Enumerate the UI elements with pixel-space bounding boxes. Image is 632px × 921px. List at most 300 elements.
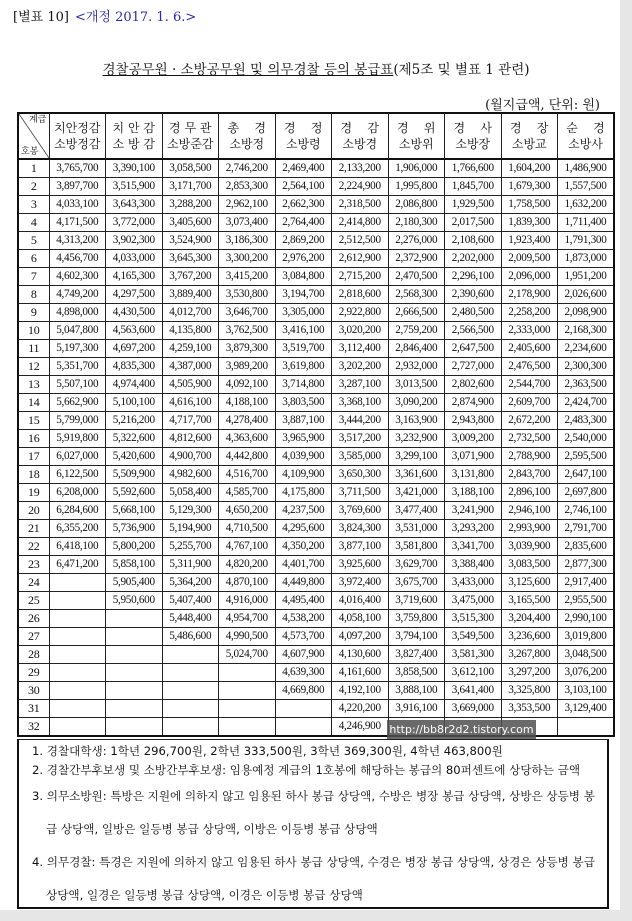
salary-cell bbox=[219, 700, 276, 718]
notes-section bbox=[17, 739, 609, 909]
salary-cell: 2,476,500 bbox=[501, 358, 558, 376]
salary-cell: 6,027,000 bbox=[49, 448, 106, 466]
step-number-cell: 25 bbox=[18, 592, 49, 610]
corner-rank-label: 계급 bbox=[29, 115, 47, 125]
step-number-cell: 3 bbox=[18, 196, 49, 214]
salary-cell: 3,241,900 bbox=[445, 502, 502, 520]
salary-cell: 5,194,900 bbox=[162, 520, 219, 538]
salary-cell: 3,129,400 bbox=[558, 700, 615, 718]
table-row bbox=[18, 232, 614, 250]
step-number-cell: 8 bbox=[18, 286, 49, 304]
salary-cell bbox=[106, 628, 163, 646]
salary-cell: 3,416,100 bbox=[275, 322, 332, 340]
salary-cell: 4,456,700 bbox=[49, 250, 106, 268]
salary-cell: 4,835,300 bbox=[106, 358, 163, 376]
salary-cell: 2,405,600 bbox=[501, 340, 558, 358]
salary-cell: 3,194,700 bbox=[275, 286, 332, 304]
salary-cell: 4,898,000 bbox=[49, 304, 106, 322]
salary-cell: 4,563,600 bbox=[106, 322, 163, 340]
step-number-cell: 14 bbox=[18, 394, 49, 412]
salary-cell: 3,827,400 bbox=[388, 646, 445, 664]
salary-cell: 2,874,900 bbox=[445, 394, 502, 412]
salary-cell: 3,125,600 bbox=[501, 574, 558, 592]
salary-cell: 5,420,600 bbox=[106, 448, 163, 466]
salary-cell: 5,799,000 bbox=[49, 412, 106, 430]
police-rank-label: 총 경 bbox=[227, 121, 266, 135]
salary-cell: 4,717,700 bbox=[162, 412, 219, 430]
salary-cell: 3,714,800 bbox=[275, 376, 332, 394]
table-row bbox=[18, 340, 614, 358]
police-rank-label: 경 정 bbox=[284, 121, 323, 135]
salary-cell: 3,879,300 bbox=[219, 340, 276, 358]
salary-cell bbox=[162, 682, 219, 700]
salary-cell bbox=[49, 574, 106, 592]
salary-cell: 3,084,800 bbox=[275, 268, 332, 286]
salary-cell: 2,853,300 bbox=[219, 178, 276, 196]
step-number-cell: 12 bbox=[18, 358, 49, 376]
salary-cell: 4,278,400 bbox=[219, 412, 276, 430]
salary-cell: 3,675,700 bbox=[388, 574, 445, 592]
salary-cell: 2,877,300 bbox=[558, 556, 615, 574]
salary-cell: 2,276,000 bbox=[388, 232, 445, 250]
salary-cell: 4,538,200 bbox=[275, 610, 332, 628]
salary-cell: 2,296,100 bbox=[445, 268, 502, 286]
salary-cell: 5,736,900 bbox=[106, 520, 163, 538]
salary-cell: 4,297,500 bbox=[106, 286, 163, 304]
salary-cell bbox=[275, 700, 332, 718]
salary-cell bbox=[219, 682, 276, 700]
step-number-cell: 13 bbox=[18, 376, 49, 394]
table-row bbox=[18, 628, 614, 646]
salary-cell: 3,515,900 bbox=[106, 178, 163, 196]
salary-cell: 3,897,700 bbox=[49, 178, 106, 196]
salary-cell: 3,719,600 bbox=[388, 592, 445, 610]
salary-cell: 5,592,600 bbox=[106, 484, 163, 502]
salary-cell: 1,923,400 bbox=[501, 232, 558, 250]
step-number-cell: 22 bbox=[18, 538, 49, 556]
table-row bbox=[18, 178, 614, 196]
salary-cell: 3,202,200 bbox=[332, 358, 389, 376]
salary-cell: 4,246,900 bbox=[332, 718, 389, 737]
salary-cell: 3,171,700 bbox=[162, 178, 219, 196]
salary-cell: 4,573,700 bbox=[275, 628, 332, 646]
table-row bbox=[18, 448, 614, 466]
salary-cell: 4,295,600 bbox=[275, 520, 332, 538]
salary-cell: 4,135,800 bbox=[162, 322, 219, 340]
salary-cell: 2,990,100 bbox=[558, 610, 615, 628]
column-header bbox=[558, 113, 615, 159]
salary-cell: 4,092,100 bbox=[219, 376, 276, 394]
annex-label: [별표 10] bbox=[13, 10, 69, 25]
salary-cell: 5,255,700 bbox=[162, 538, 219, 556]
salary-cell bbox=[162, 700, 219, 718]
salary-cell: 2,026,600 bbox=[558, 286, 615, 304]
fire-rank-label: 소방교 bbox=[511, 137, 547, 151]
salary-cell: 4,650,200 bbox=[219, 502, 276, 520]
salary-cell: 3,477,400 bbox=[388, 502, 445, 520]
salary-cell: 3,421,000 bbox=[388, 484, 445, 502]
salary-cell: 3,444,200 bbox=[332, 412, 389, 430]
salary-cell: 2,363,500 bbox=[558, 376, 615, 394]
salary-cell: 3,236,600 bbox=[501, 628, 558, 646]
salary-cell: 2,564,100 bbox=[275, 178, 332, 196]
salary-cell: 2,943,800 bbox=[445, 412, 502, 430]
salary-cell: 6,471,200 bbox=[49, 556, 106, 574]
salary-cell: 2,258,200 bbox=[501, 304, 558, 322]
salary-cell: 2,540,000 bbox=[558, 430, 615, 448]
salary-cell: 3,888,100 bbox=[388, 682, 445, 700]
table-row bbox=[18, 394, 614, 412]
salary-cell: 3,643,300 bbox=[106, 196, 163, 214]
salary-cell: 3,581,300 bbox=[445, 646, 502, 664]
salary-table bbox=[17, 112, 615, 737]
salary-cell: 2,647,500 bbox=[445, 340, 502, 358]
salary-cell: 3,163,900 bbox=[388, 412, 445, 430]
salary-cell bbox=[106, 664, 163, 682]
step-number-cell: 26 bbox=[18, 610, 49, 628]
salary-cell: 2,017,500 bbox=[445, 214, 502, 232]
salary-cell: 2,788,900 bbox=[501, 448, 558, 466]
salary-cell: 2,595,500 bbox=[558, 448, 615, 466]
step-number-cell: 10 bbox=[18, 322, 49, 340]
salary-cell: 3,353,500 bbox=[501, 700, 558, 718]
salary-cell: 4,639,300 bbox=[275, 664, 332, 682]
salary-cell: 3,669,000 bbox=[445, 700, 502, 718]
salary-cell: 2,612,900 bbox=[332, 250, 389, 268]
salary-cell: 3,772,000 bbox=[106, 214, 163, 232]
salary-cell: 1,766,600 bbox=[445, 159, 502, 178]
fire-rank-label: 소방정감 bbox=[54, 137, 101, 151]
salary-cell: 5,668,100 bbox=[106, 502, 163, 520]
salary-cell: 4,449,800 bbox=[275, 574, 332, 592]
column-header bbox=[162, 113, 219, 159]
salary-cell: 2,009,500 bbox=[501, 250, 558, 268]
salary-cell: 4,710,500 bbox=[219, 520, 276, 538]
column-header bbox=[332, 113, 389, 159]
step-number-cell: 20 bbox=[18, 502, 49, 520]
salary-cell: 4,812,600 bbox=[162, 430, 219, 448]
salary-cell: 2,662,300 bbox=[275, 196, 332, 214]
salary-cell: 3,048,500 bbox=[558, 646, 615, 664]
salary-cell: 3,524,900 bbox=[162, 232, 219, 250]
column-header bbox=[445, 113, 502, 159]
salary-cell: 5,216,200 bbox=[106, 412, 163, 430]
salary-cell: 3,916,100 bbox=[388, 700, 445, 718]
table-row bbox=[18, 502, 614, 520]
salary-cell: 5,129,300 bbox=[162, 502, 219, 520]
column-header bbox=[501, 113, 558, 159]
salary-cell: 3,083,500 bbox=[501, 556, 558, 574]
salary-cell: 1,557,500 bbox=[558, 178, 615, 196]
salary-cell bbox=[106, 700, 163, 718]
salary-cell: 3,517,200 bbox=[332, 430, 389, 448]
salary-cell: 2,609,700 bbox=[501, 394, 558, 412]
police-rank-label: 경 위 bbox=[397, 121, 436, 135]
salary-cell bbox=[162, 646, 219, 664]
salary-cell: 3,305,000 bbox=[275, 304, 332, 322]
salary-cell bbox=[49, 718, 106, 737]
salary-cell: 4,990,500 bbox=[219, 628, 276, 646]
salary-cell: 5,448,400 bbox=[162, 610, 219, 628]
step-number-cell: 28 bbox=[18, 646, 49, 664]
salary-cell: 2,791,700 bbox=[558, 520, 615, 538]
salary-cell: 5,322,600 bbox=[106, 430, 163, 448]
table-row bbox=[18, 214, 614, 232]
salary-cell bbox=[106, 718, 163, 737]
salary-cell: 3,581,800 bbox=[388, 538, 445, 556]
corner-step-label: 호봉 bbox=[21, 147, 39, 157]
step-number-cell: 18 bbox=[18, 466, 49, 484]
fire-rank-label: 소방위 bbox=[398, 137, 434, 151]
salary-cell: 3,530,800 bbox=[219, 286, 276, 304]
salary-cell: 4,350,200 bbox=[275, 538, 332, 556]
salary-cell: 3,433,000 bbox=[445, 574, 502, 592]
salary-cell: 5,047,800 bbox=[49, 322, 106, 340]
table-row bbox=[18, 250, 614, 268]
salary-cell: 3,803,500 bbox=[275, 394, 332, 412]
salary-cell: 3,972,400 bbox=[332, 574, 389, 592]
salary-cell: 2,732,500 bbox=[501, 430, 558, 448]
salary-cell: 3,076,200 bbox=[558, 664, 615, 682]
note-1: 1. 경찰대학생: 1학년 296,700원, 2학년 333,500원, 3학년 369,300원, 4학년 463,800원 bbox=[32, 744, 503, 758]
salary-cell: 2,390,600 bbox=[445, 286, 502, 304]
salary-cell: 2,469,400 bbox=[275, 159, 332, 178]
salary-cell: 2,133,200 bbox=[332, 159, 389, 178]
salary-cell: 5,351,700 bbox=[49, 358, 106, 376]
fire-rank-label: 소방령 bbox=[285, 137, 321, 151]
salary-cell: 4,109,900 bbox=[275, 466, 332, 484]
salary-cell: 2,470,500 bbox=[388, 268, 445, 286]
salary-cell: 1,845,700 bbox=[445, 178, 502, 196]
table-row bbox=[18, 322, 614, 340]
table-row bbox=[18, 682, 614, 700]
step-number-cell: 4 bbox=[18, 214, 49, 232]
salary-cell: 3,165,500 bbox=[501, 592, 558, 610]
salary-cell: 2,647,100 bbox=[558, 466, 615, 484]
table-row bbox=[18, 646, 614, 664]
salary-cell: 3,058,500 bbox=[162, 159, 219, 178]
salary-cell bbox=[219, 664, 276, 682]
salary-cell: 1,604,200 bbox=[501, 159, 558, 178]
salary-cell: 4,033,000 bbox=[106, 250, 163, 268]
salary-cell: 5,311,900 bbox=[162, 556, 219, 574]
police-rank-label: 경 감 bbox=[340, 121, 379, 135]
salary-cell: 4,220,200 bbox=[332, 700, 389, 718]
salary-cell: 5,364,200 bbox=[162, 574, 219, 592]
salary-cell: 3,288,200 bbox=[162, 196, 219, 214]
salary-cell: 1,906,000 bbox=[388, 159, 445, 178]
salary-cell: 6,284,600 bbox=[49, 502, 106, 520]
salary-cell: 5,197,300 bbox=[49, 340, 106, 358]
salary-cell: 4,669,800 bbox=[275, 682, 332, 700]
salary-cell: 4,495,400 bbox=[275, 592, 332, 610]
table-row bbox=[18, 664, 614, 682]
salary-cell: 3,019,800 bbox=[558, 628, 615, 646]
table-row bbox=[18, 520, 614, 538]
step-number-cell: 5 bbox=[18, 232, 49, 250]
salary-cell: 2,224,900 bbox=[332, 178, 389, 196]
step-number-cell: 21 bbox=[18, 520, 49, 538]
salary-cell: 4,188,100 bbox=[219, 394, 276, 412]
salary-cell: 3,925,600 bbox=[332, 556, 389, 574]
step-number-cell: 23 bbox=[18, 556, 49, 574]
salary-cell: 4,900,700 bbox=[162, 448, 219, 466]
salary-cell: 4,820,200 bbox=[219, 556, 276, 574]
salary-cell: 3,965,900 bbox=[275, 430, 332, 448]
salary-cell: 6,418,100 bbox=[49, 538, 106, 556]
step-number-cell: 24 bbox=[18, 574, 49, 592]
salary-cell: 2,234,600 bbox=[558, 340, 615, 358]
salary-cell: 3,989,200 bbox=[219, 358, 276, 376]
salary-cell: 4,607,900 bbox=[275, 646, 332, 664]
salary-cell: 4,954,700 bbox=[219, 610, 276, 628]
salary-cell: 4,097,200 bbox=[332, 628, 389, 646]
table-row bbox=[18, 574, 614, 592]
title-suffix: (제5조 및 별표 1 관련) bbox=[393, 62, 530, 78]
salary-cell: 2,917,400 bbox=[558, 574, 615, 592]
salary-cell: 6,355,200 bbox=[49, 520, 106, 538]
salary-cell: 3,186,300 bbox=[219, 232, 276, 250]
salary-cell: 3,767,200 bbox=[162, 268, 219, 286]
column-header bbox=[388, 113, 445, 159]
salary-cell: 2,483,300 bbox=[558, 412, 615, 430]
step-number-cell: 7 bbox=[18, 268, 49, 286]
salary-cell bbox=[275, 718, 332, 737]
step-number-cell: 15 bbox=[18, 412, 49, 430]
salary-cell: 4,192,100 bbox=[332, 682, 389, 700]
salary-cell: 3,073,400 bbox=[219, 214, 276, 232]
salary-cell: 2,414,800 bbox=[332, 214, 389, 232]
salary-cell: 3,131,800 bbox=[445, 466, 502, 484]
salary-cell: 2,202,000 bbox=[445, 250, 502, 268]
salary-cell bbox=[106, 610, 163, 628]
step-number-cell: 9 bbox=[18, 304, 49, 322]
column-header bbox=[219, 113, 276, 159]
salary-cell: 4,259,100 bbox=[162, 340, 219, 358]
salary-cell: 4,171,500 bbox=[49, 214, 106, 232]
step-number-cell: 6 bbox=[18, 250, 49, 268]
salary-cell: 3,902,300 bbox=[106, 232, 163, 250]
salary-cell: 2,544,700 bbox=[501, 376, 558, 394]
salary-cell: 4,161,600 bbox=[332, 664, 389, 682]
salary-cell bbox=[49, 628, 106, 646]
salary-cell: 3,287,100 bbox=[332, 376, 389, 394]
amendment-date: <개정 2017. 1. 6.> bbox=[74, 10, 197, 25]
salary-cell: 4,130,600 bbox=[332, 646, 389, 664]
salary-cell: 2,086,800 bbox=[388, 196, 445, 214]
fire-rank-label: 소 방 감 bbox=[112, 137, 155, 151]
salary-cell: 3,794,100 bbox=[388, 628, 445, 646]
table-row bbox=[18, 700, 614, 718]
salary-cell: 3,475,000 bbox=[445, 592, 502, 610]
salary-cell bbox=[49, 646, 106, 664]
salary-cell: 2,108,600 bbox=[445, 232, 502, 250]
salary-cell: 2,424,700 bbox=[558, 394, 615, 412]
step-number-cell: 32 bbox=[18, 718, 49, 737]
salary-cell: 2,746,200 bbox=[219, 159, 276, 178]
salary-cell: 3,765,700 bbox=[49, 159, 106, 178]
police-rank-label: 순 경 bbox=[566, 121, 605, 135]
salary-cell: 5,800,200 bbox=[106, 538, 163, 556]
table-row bbox=[18, 196, 614, 214]
salary-cell: 3,629,700 bbox=[388, 556, 445, 574]
salary-cell: 2,843,700 bbox=[501, 466, 558, 484]
table-row bbox=[18, 159, 614, 178]
salary-cell: 5,100,100 bbox=[106, 394, 163, 412]
salary-cell: 6,208,000 bbox=[49, 484, 106, 502]
fire-rank-label: 소방장 bbox=[455, 137, 491, 151]
salary-cell bbox=[49, 610, 106, 628]
salary-cell: 3,519,700 bbox=[275, 340, 332, 358]
salary-cell: 3,645,300 bbox=[162, 250, 219, 268]
step-number-cell: 31 bbox=[18, 700, 49, 718]
table-row bbox=[18, 304, 614, 322]
step-number-cell: 16 bbox=[18, 430, 49, 448]
salary-cell: 2,962,100 bbox=[219, 196, 276, 214]
salary-cell bbox=[49, 664, 106, 682]
salary-cell: 3,361,600 bbox=[388, 466, 445, 484]
salary-cell: 5,858,100 bbox=[106, 556, 163, 574]
salary-cell: 3,090,200 bbox=[388, 394, 445, 412]
salary-cell: 4,602,300 bbox=[49, 268, 106, 286]
salary-cell: 3,824,300 bbox=[332, 520, 389, 538]
salary-cell: 3,612,100 bbox=[445, 664, 502, 682]
salary-cell: 2,480,500 bbox=[445, 304, 502, 322]
salary-cell: 2,993,900 bbox=[501, 520, 558, 538]
salary-cell: 2,300,300 bbox=[558, 358, 615, 376]
salary-cell: 5,509,900 bbox=[106, 466, 163, 484]
salary-cell: 5,662,900 bbox=[49, 394, 106, 412]
salary-cell bbox=[106, 646, 163, 664]
salary-cell: 4,442,800 bbox=[219, 448, 276, 466]
step-number-cell: 29 bbox=[18, 664, 49, 682]
salary-cell: 2,727,000 bbox=[445, 358, 502, 376]
salary-cell bbox=[162, 664, 219, 682]
step-number-cell: 19 bbox=[18, 484, 49, 502]
salary-cell: 4,237,500 bbox=[275, 502, 332, 520]
salary-cell bbox=[558, 718, 615, 737]
salary-cell: 1,711,400 bbox=[558, 214, 615, 232]
step-number-cell: 1 bbox=[18, 159, 49, 178]
salary-cell bbox=[162, 718, 219, 737]
salary-cell: 5,407,400 bbox=[162, 592, 219, 610]
watermark-url: http://bb8r2d2.tistory.com bbox=[387, 720, 536, 739]
police-rank-label: 치안정감 bbox=[54, 121, 101, 135]
police-rank-label: 치 안 감 bbox=[112, 121, 155, 135]
salary-cell: 4,401,700 bbox=[275, 556, 332, 574]
step-number-cell: 30 bbox=[18, 682, 49, 700]
salary-cell: 5,058,400 bbox=[162, 484, 219, 502]
salary-cell: 1,758,500 bbox=[501, 196, 558, 214]
salary-cell: 2,764,400 bbox=[275, 214, 332, 232]
salary-cell: 3,325,800 bbox=[501, 682, 558, 700]
salary-cell: 3,232,900 bbox=[388, 430, 445, 448]
salary-cell: 3,515,300 bbox=[445, 610, 502, 628]
salary-cell: 4,982,600 bbox=[162, 466, 219, 484]
salary-cell: 2,802,600 bbox=[445, 376, 502, 394]
salary-cell bbox=[219, 718, 276, 737]
salary-cell: 4,870,100 bbox=[219, 574, 276, 592]
fire-rank-label: 소방정 bbox=[229, 137, 265, 151]
salary-cell: 4,505,900 bbox=[162, 376, 219, 394]
salary-cell: 1,951,200 bbox=[558, 268, 615, 286]
salary-cell: 3,300,200 bbox=[219, 250, 276, 268]
salary-cell: 3,711,500 bbox=[332, 484, 389, 502]
salary-cell: 3,039,900 bbox=[501, 538, 558, 556]
step-number-cell: 17 bbox=[18, 448, 49, 466]
salary-cell: 3,762,500 bbox=[219, 322, 276, 340]
salary-cell: 2,697,800 bbox=[558, 484, 615, 502]
